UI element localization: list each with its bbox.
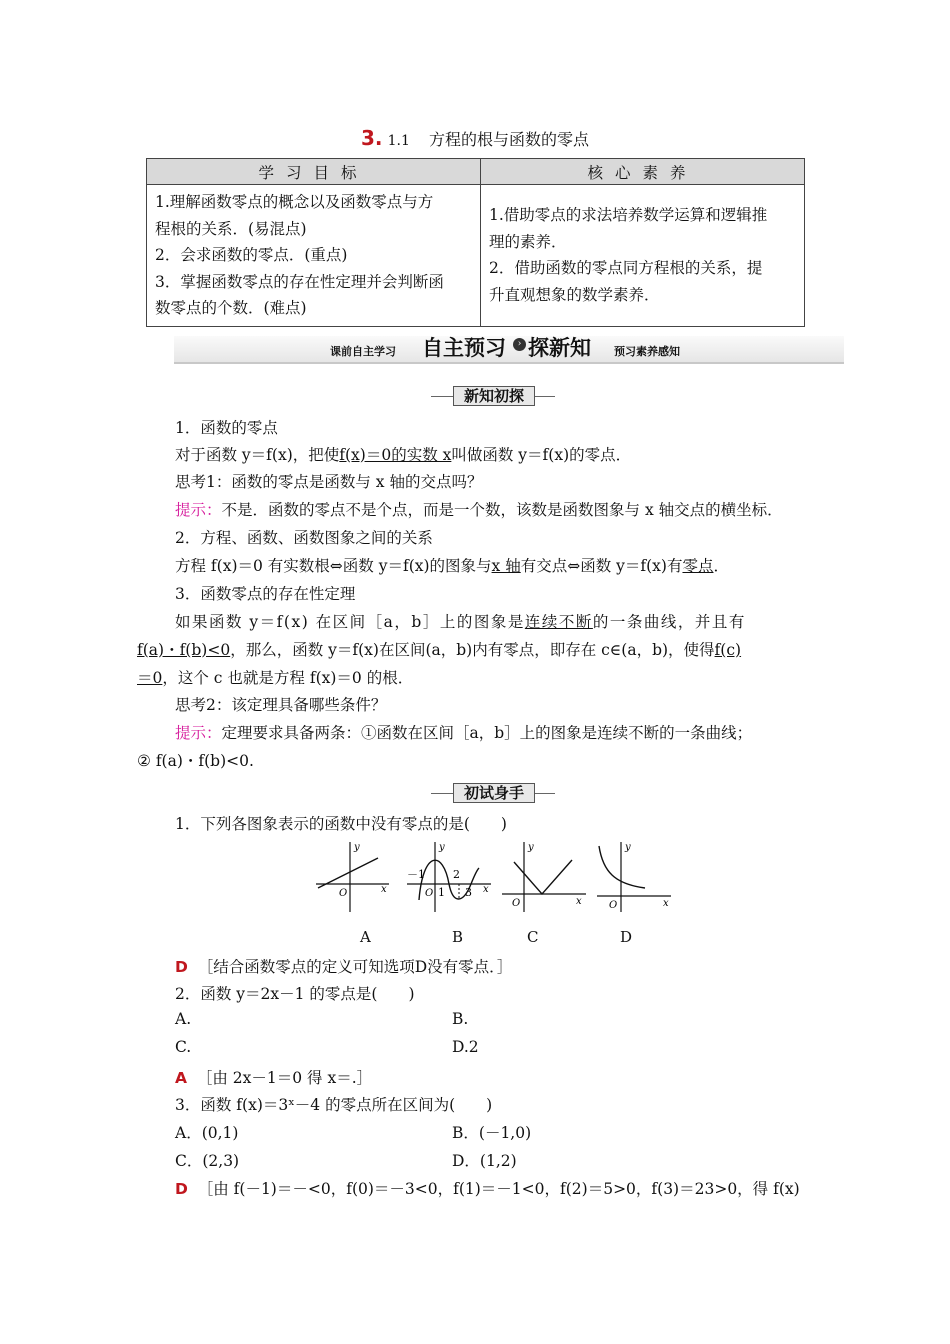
section-banner: 课前自主学习 自主预习 › 探新知 预习素养感知 — [174, 332, 844, 368]
svg-text:O: O — [609, 900, 618, 911]
svg-text:3: 3 — [465, 886, 472, 899]
svg-text:y: y — [354, 842, 360, 853]
graph-d — [595, 840, 675, 915]
objectives-table — [146, 158, 805, 327]
svg-text:x: x — [663, 898, 669, 909]
graph-c — [500, 840, 590, 915]
graph-a — [314, 840, 394, 915]
svg-text:y: y — [625, 842, 631, 853]
svg-text:x: x — [483, 884, 489, 895]
definition-line: 对于函数 y＝f(x)，把使f(x)＝0的实数 x叫做函数 y＝f(x)的零点． — [175, 446, 632, 464]
section-tag-new: 新知初探 — [431, 386, 555, 406]
svg-text:O: O — [512, 898, 521, 909]
svg-text:1: 1 — [438, 886, 445, 899]
graph-b — [405, 840, 495, 915]
objectives-head-left: 学习目标 — [147, 159, 481, 185]
core-literacy: 1.借助零点的求法培养数学运算和逻辑推 理的素养． 2．借助函数的零点同方程根的关系，提 升直观想象的数学素养． — [481, 185, 805, 327]
svg-text:O: O — [425, 888, 434, 899]
objectives-head-right: 核心素养 — [481, 159, 805, 185]
svg-text:x: x — [576, 896, 582, 907]
learning-goals: 1.理解函数零点的概念以及函数零点与方 程根的关系．(易混点) 2．会求函数的零点．(重点) 3．掌握函数零点的存在性定理并会判断函 数零点的个数．(难点) — [147, 185, 481, 327]
svg-text:O: O — [339, 888, 348, 899]
svg-text:x: x — [381, 884, 387, 895]
page-title: 3. 1.1 方程的根与函数的零点 — [361, 126, 589, 150]
section-tag-try: 初试身手 — [431, 783, 555, 803]
svg-text:2: 2 — [453, 868, 460, 881]
arrow-icon: › — [513, 338, 526, 351]
svg-text:y: y — [528, 842, 534, 853]
svg-text:y: y — [439, 842, 445, 853]
svg-text:－1: －1 — [407, 868, 425, 881]
